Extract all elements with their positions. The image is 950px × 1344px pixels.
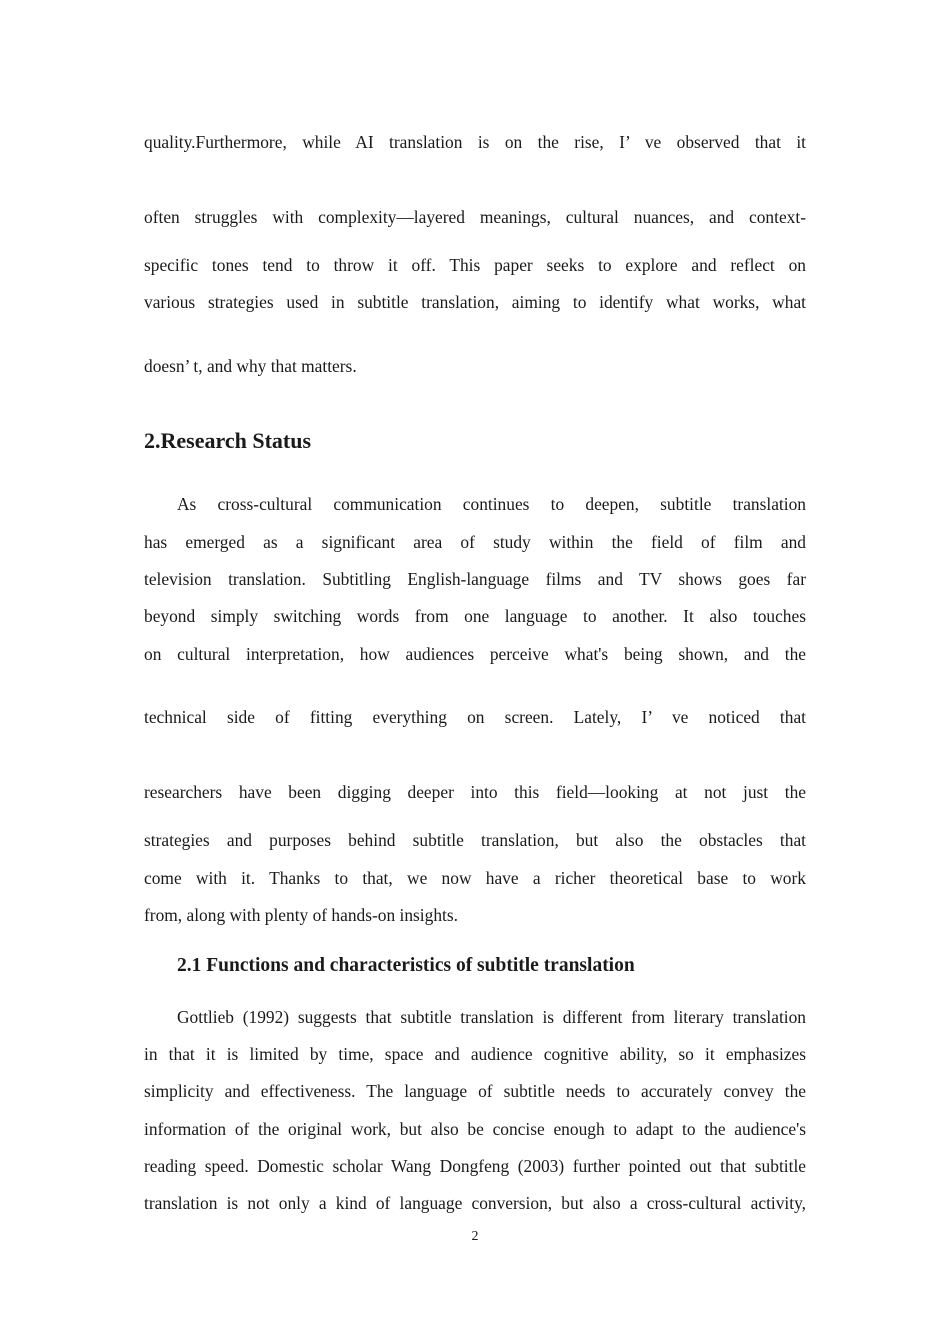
- intro-line: quality.Furthermore, while AI translation is on the rise, I’ ve observed that it: [144, 132, 806, 152]
- paragraph-line: come with it. Thanks to that, we now have a richer theoretical base to work: [144, 868, 806, 888]
- intro-line: specific tones tend to throw it off. This paper seeks to explore and reflect on: [144, 255, 806, 275]
- paragraph-line: Gottlieb (1992) suggests that subtitle translation is different from literary translation: [177, 1007, 806, 1027]
- paragraph-line: translation is not only a kind of language conversion, but also a cross-cultural activity,: [144, 1193, 806, 1213]
- paragraph-line: on cultural interpretation, how audiences perceive what's being shown, and the: [144, 644, 806, 664]
- paragraph-line: beyond simply switching words from one language to another. It also touches: [144, 606, 806, 626]
- intro-line: various strategies used in subtitle translation, aiming to identify what works, what: [144, 292, 806, 312]
- section-heading: 2.Research Status: [144, 428, 312, 453]
- paragraph-line: in that it is limited by time, space and audience cognitive ability, so it emphasizes: [144, 1044, 806, 1064]
- page-number: 2: [471, 1229, 479, 1244]
- paragraph-line: simplicity and effectiveness. The language of subtitle needs to accurately convey the: [144, 1081, 806, 1101]
- paragraph-line: information of the original work, but also be concise enough to adapt to the audience's: [144, 1119, 806, 1139]
- paragraph-line: technical side of fitting everything on screen. Lately, I’ ve noticed that: [144, 707, 806, 727]
- paragraph-line: researchers have been digging deeper into this field—looking at not just the: [144, 782, 806, 802]
- paragraph-line: from, along with plenty of hands-on insights.: [144, 905, 458, 925]
- paragraph-line: has emerged as a significant area of study within the field of film and: [144, 532, 806, 552]
- intro-line: often struggles with complexity—layered meanings, cultural nuances, and context-: [144, 207, 806, 227]
- intro-line: doesn’ t, and why that matters.: [144, 356, 357, 376]
- paragraph-line: strategies and purposes behind subtitle translation, but also the obstacles that: [144, 830, 806, 850]
- subsection-heading: 2.1 Functions and characteristics of subtitle translation: [177, 955, 635, 976]
- paragraph-line: television translation. Subtitling English-language films and TV shows goes far: [144, 569, 806, 589]
- paragraph-line: reading speed. Domestic scholar Wang Dongfeng (2003) further pointed out that subtitle: [144, 1156, 806, 1176]
- paragraph-line: As cross-cultural communication continues to deepen, subtitle translation: [177, 494, 806, 514]
